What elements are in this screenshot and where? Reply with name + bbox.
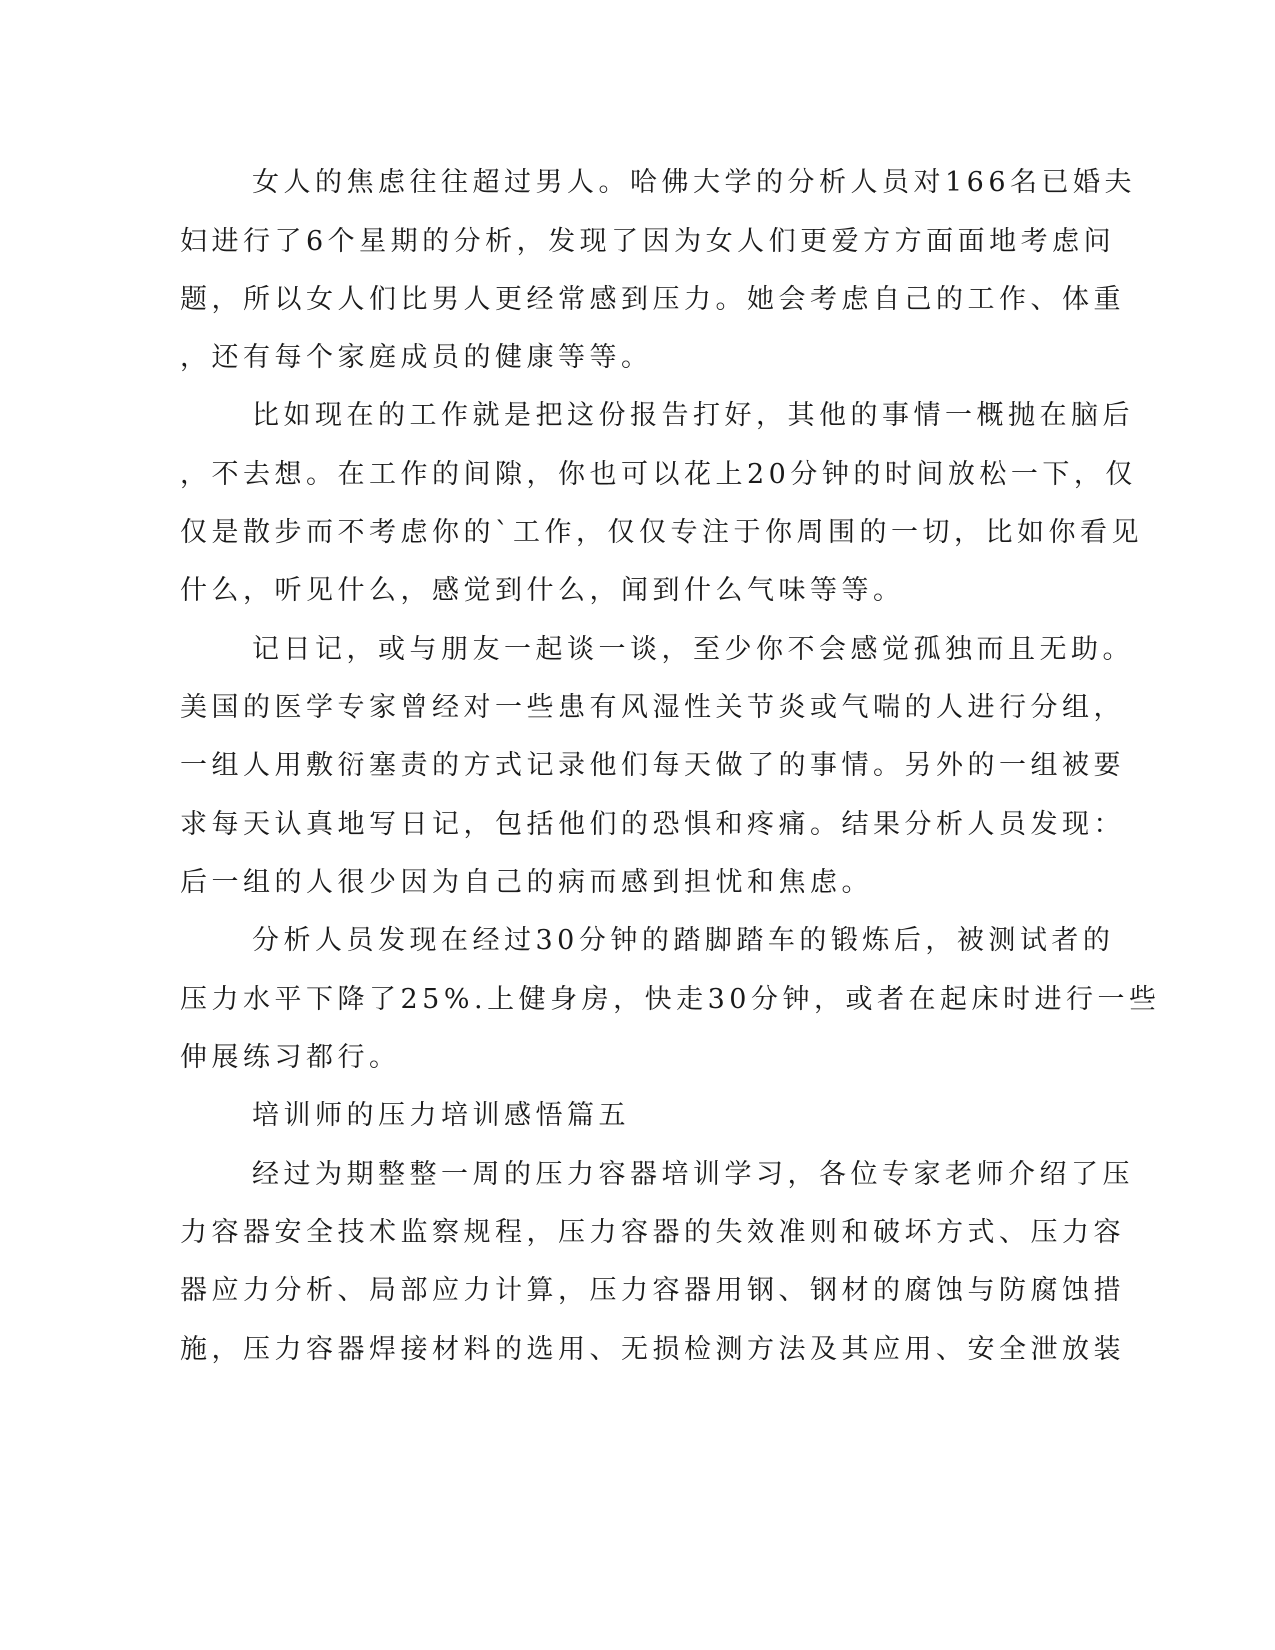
paragraph-1-line-1: 女人的焦虑往往超过男人。哈佛大学的分析人员对166名已婚夫 [252, 167, 1137, 198]
paragraph-2-line-2: ，不去想。在工作的间隙，你也可以花上20分钟的时间放松一下，仅 [180, 459, 1137, 490]
paragraph-3-line-3: 一组人用敷衍塞责的方式记录他们每天做了的事情。另外的一组被要 [180, 750, 1125, 781]
paragraph-4-line-1: 分析人员发现在经过30分钟的踏脚踏车的锻炼后，被测试者的 [252, 925, 1115, 956]
paragraph-5-line-2: 力容器安全技术监察规程，压力容器的失效准则和破坏方式、压力容 [180, 1217, 1125, 1248]
paragraph-4-line-2: 压力水平下降了25%.上健身房，快走30分钟，或者在起床时进行一些 [180, 984, 1161, 1015]
paragraph-1-line-4: ，还有每个家庭成员的健康等等。 [180, 342, 653, 373]
paragraph-2-line-4: 什么，听见什么，感觉到什么，闻到什么气味等等。 [180, 575, 905, 606]
paragraph-3-line-1: 记日记，或与朋友一起谈一谈，至少你不会感觉孤独而且无助。 [252, 634, 1134, 665]
paragraph-4-line-3: 伸展练习都行。 [180, 1042, 401, 1073]
section-heading: 培训师的压力培训感悟篇五 [252, 1100, 630, 1131]
paragraph-3-line-5: 后一组的人很少因为自己的病而感到担忧和焦虑。 [180, 867, 873, 898]
paragraph-5-line-1: 经过为期整整一周的压力容器培训学习，各位专家老师介绍了压 [252, 1159, 1134, 1190]
paragraph-3-line-4: 求每天认真地写日记，包括他们的恐惧和疼痛。结果分析人员发现： [180, 809, 1125, 840]
paragraph-2-line-3: 仅是散步而不考虑你的`工作，仅仅专注于你周围的一切，比如你看见 [180, 517, 1143, 548]
paragraph-5-line-3: 器应力分析、局部应力计算，压力容器用钢、钢材的腐蚀与防腐蚀措 [180, 1275, 1125, 1306]
paragraph-1-line-3: 题，所以女人们比男人更经常感到压力。她会考虑自己的工作、体重 [180, 284, 1125, 315]
paragraph-3-line-2: 美国的医学专家曾经对一些患有风湿性关节炎或气喘的人进行分组， [180, 692, 1125, 723]
paragraph-2-line-1: 比如现在的工作就是把这份报告打好，其他的事情一概抛在脑后 [252, 400, 1134, 431]
paragraph-1-line-2: 妇进行了6个星期的分析，发现了因为女人们更爱方方面面地考虑问 [180, 226, 1116, 257]
paragraph-5-line-4: 施，压力容器焊接材料的选用、无损检测方法及其应用、安全泄放装 [180, 1334, 1125, 1365]
